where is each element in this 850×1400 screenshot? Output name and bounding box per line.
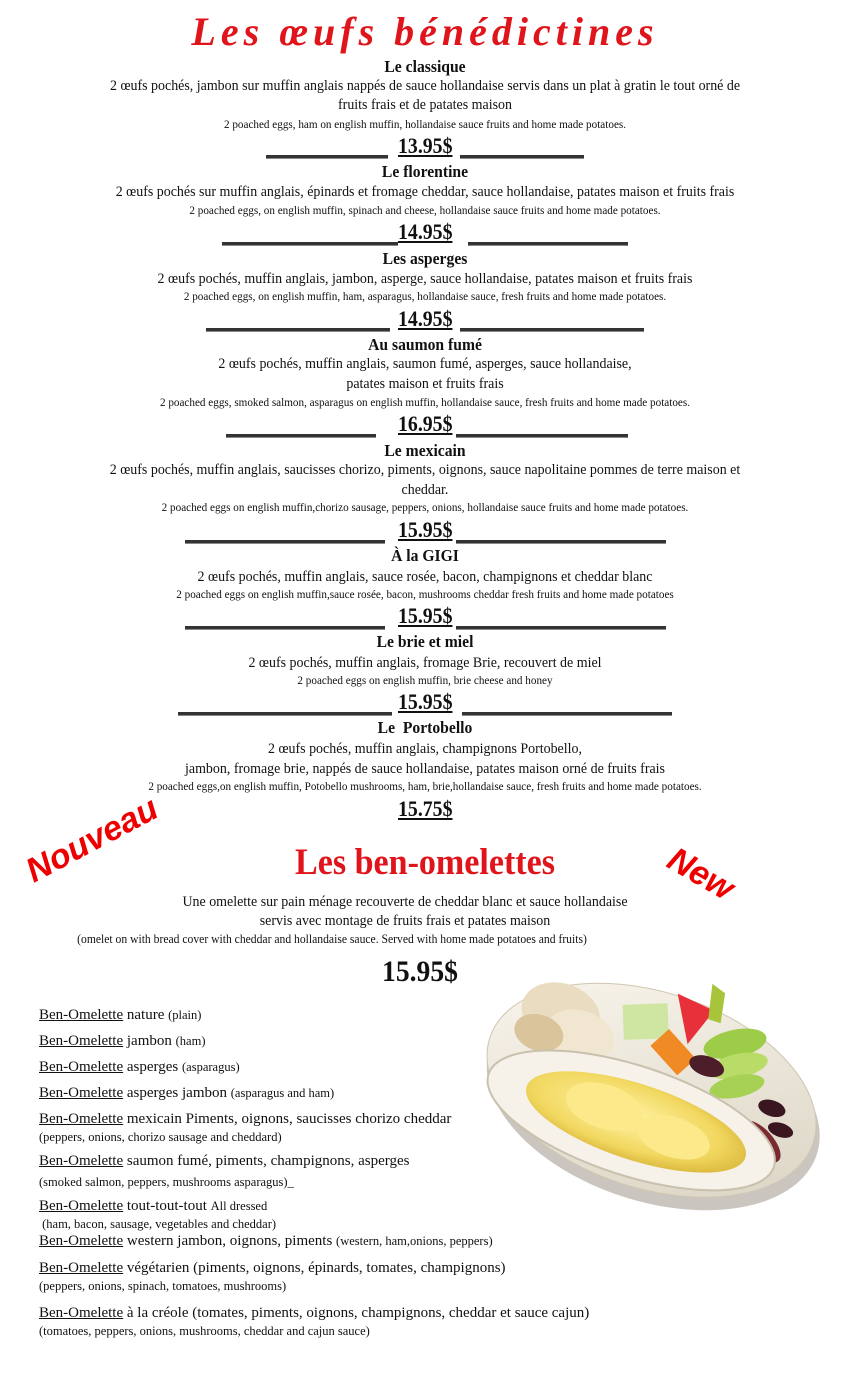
price-row <box>0 411 850 437</box>
item-name-fr: mexicain Piments, oignons, saucisses chorizo cheddar <box>123 1111 452 1127</box>
dish-description-fr: patates maison et fruits frais <box>346 376 504 392</box>
dish-description-fr: fruits frais et de patates maison <box>338 97 512 113</box>
list-item <box>39 1084 679 1103</box>
intro-description-fr: servis avec montage de fruits frais et patates maison <box>259 913 551 929</box>
dish-name: Le florentine <box>381 162 469 181</box>
divider-line <box>185 626 385 630</box>
dish-price: 15.95$ <box>397 603 453 628</box>
divider-line <box>456 434 628 438</box>
price-row <box>0 219 850 245</box>
divider-line <box>456 626 666 630</box>
dish-description-en: 2 poached eggs on english muffin, brie cheese and honey <box>297 673 553 687</box>
item-name-fr: tout-tout-tout <box>123 1198 211 1214</box>
item-name-en: (ham) <box>175 1034 206 1048</box>
list-item <box>39 1197 679 1232</box>
list-item <box>39 1058 679 1077</box>
price-row <box>0 517 850 543</box>
divider-line <box>456 540 666 544</box>
dish-price: 15.75$ <box>397 796 453 821</box>
dish-name: Le mexicain <box>384 441 466 460</box>
new-badge: New <box>661 840 741 908</box>
dish-description-fr: 2 œufs pochés, muffin anglais, saumon fumé, asperges, sauce hollandaise, <box>218 356 632 372</box>
item-name-en: (asparagus and ham) <box>230 1086 335 1100</box>
ben-omelette-link[interactable]: Ben-Omelette <box>39 1198 124 1214</box>
dish-description-fr: cheddar. <box>401 482 449 498</box>
dish-description-en: 2 poached eggs, on english muffin, ham, asparagus, hollandaise sauce, fresh fruits and home made potatoes. <box>183 289 667 303</box>
price-row <box>0 689 850 715</box>
dish-description-en: 2 poached eggs, ham on english muffin, hollandaise sauce fruits and home made potatoes. <box>223 117 627 131</box>
item-name-fr: asperges <box>123 1059 183 1075</box>
divider-line <box>462 712 672 716</box>
dish-price: 15.95$ <box>397 517 453 542</box>
dish-name: Les asperges <box>382 249 468 268</box>
divider-line <box>185 540 385 544</box>
intro-description-fr: Une omelette sur pain ménage recouverte de cheddar blanc et sauce hollandaise <box>182 894 628 910</box>
divider-line <box>460 155 584 159</box>
ben-omelette-link[interactable]: Ben-Omelette <box>39 1059 124 1075</box>
ben-omelette-price: 15.95$ <box>382 955 458 988</box>
list-item <box>39 1006 679 1025</box>
ben-omelette-link[interactable]: Ben-Omelette <box>39 1260 124 1276</box>
dish-price: 16.95$ <box>397 411 453 436</box>
section-title-ben-omelettes: Les ben-omelettes <box>295 842 555 883</box>
dish-price: 15.95$ <box>397 689 453 714</box>
item-name-fr: nature <box>123 1007 169 1023</box>
ben-omelette-link[interactable]: Ben-Omelette <box>39 1007 124 1023</box>
ben-omelette-link[interactable]: Ben-Omelette <box>39 1033 124 1049</box>
ben-omelette-list <box>39 1006 679 1339</box>
item-details-en: (ham, bacon, sausage, vegetables and cheddar) <box>39 1217 277 1231</box>
list-item <box>39 1032 679 1051</box>
dish-description-fr: 2 œufs pochés, jambon sur muffin anglais nappés de sauce hollandaise servis dans un plat à gratin le tout orné de <box>109 78 741 94</box>
ben-omelette-link[interactable]: Ben-Omelette <box>39 1085 124 1101</box>
section-title-benedictines: Les œufs bénédictines <box>191 9 659 54</box>
intro-description-en: (omelet on with bread cover with cheddar and hollandaise sauce. Served with home made potatoes and fruits) <box>77 932 587 946</box>
dish-description-fr: 2 œufs pochés sur muffin anglais, épinards et fromage cheddar, sauce hollandaise, patates maison et fruits frais <box>115 184 735 200</box>
item-name-fr: western jambon, oignons, piments <box>123 1233 337 1249</box>
item-name-en: (western, ham,onions, peppers) <box>336 1234 493 1248</box>
item-name-en: (asparagus) <box>182 1060 240 1074</box>
list-item <box>39 1110 679 1145</box>
ben-omelette-link[interactable]: Ben-Omelette <box>39 1153 124 1169</box>
dish-description-en: 2 poached eggs, on english muffin, spinach and cheese, hollandaise sauce fruits and home made potatoes. <box>189 203 661 217</box>
dish-description-fr: jambon, fromage brie, nappés de sauce hollandaise, patates maison orné de fruits frais <box>185 761 665 777</box>
dish-description-fr: 2 œufs pochés, muffin anglais, jambon, asperge, sauce hollandaise, patates maison et fruits frais <box>157 271 693 287</box>
dish-price: 14.95$ <box>397 219 453 244</box>
price-row <box>0 603 850 629</box>
item-name-fr: végétarien (piments, oignons, épinards, tomates, champignons) <box>123 1260 506 1276</box>
price-row <box>0 306 850 332</box>
dish-name: Le Portobello <box>377 718 473 737</box>
dish-description-fr: 2 œufs pochés, muffin anglais, sauce rosée, bacon, champignons et cheddar blanc <box>197 569 653 585</box>
divider-line <box>206 328 390 332</box>
item-name-fr: saumon fumé, piments, champignons, asperges <box>123 1153 410 1169</box>
price-row <box>0 133 850 159</box>
item-name-en: (plain) <box>168 1008 202 1022</box>
dish-name: Le classique <box>384 57 466 76</box>
dish-description-fr: 2 œufs pochés, muffin anglais, saucisses chorizo, piments, oignons, sauce napolitaine pommes de terre maison et <box>109 462 741 478</box>
item-name-fr: jambon <box>123 1033 176 1049</box>
dish-description-en: 2 poached eggs on english muffin,chorizo sausage, peppers, onions, hollandaise sauce fruits and home made potatoes. <box>161 500 689 514</box>
dish-price: 14.95$ <box>397 306 453 331</box>
dish-description-en: 2 poached eggs, smoked salmon, asparagus on english muffin, hollandaise sauce, fresh fruits and home made potatoes. <box>159 395 691 409</box>
dish-price: 13.95$ <box>397 133 453 158</box>
item-name-en: (tomatoes, peppers, onions, mushrooms, cheddar and cajun sauce) <box>39 1324 370 1338</box>
nouveau-badge: Nouveau <box>19 789 165 891</box>
item-name-en: (peppers, onions, chorizo sausage and cheddard) <box>39 1130 282 1144</box>
list-item <box>39 1232 679 1251</box>
item-name-fr: asperges jambon <box>123 1085 231 1101</box>
divider-line <box>178 712 392 716</box>
divider-line <box>468 242 628 246</box>
list-item <box>39 1259 679 1294</box>
divider-line <box>226 434 376 438</box>
dish-description-fr: 2 œufs pochés, muffin anglais, champignons Portobello, <box>268 741 582 757</box>
divider-line <box>266 155 388 159</box>
dish-name: Au saumon fumé <box>368 335 482 354</box>
dish-name: À la GIGI <box>391 546 459 565</box>
dish-description-en: 2 poached eggs,on english muffin, Potobello mushrooms, ham, brie,hollandaise sauce, fresh fruits and home made potatoes. <box>148 779 702 793</box>
ben-omelette-link[interactable]: Ben-Omelette <box>39 1233 124 1249</box>
item-name-en: (smoked salmon, peppers, mushrooms asparagus)_ <box>39 1175 294 1189</box>
dish-name: Le brie et miel <box>376 632 474 651</box>
list-item <box>39 1304 679 1339</box>
item-name-en: All dressed <box>210 1199 268 1213</box>
item-name-en: (peppers, onions, spinach, tomatoes, mushrooms) <box>39 1279 287 1293</box>
dish-description-en: 2 poached eggs on english muffin,sauce rosée, bacon, mushrooms cheddar fresh fruits and home made potatoes <box>176 587 674 601</box>
ben-omelette-link[interactable]: Ben-Omelette <box>39 1305 124 1321</box>
ben-omelette-link[interactable]: Ben-Omelette <box>39 1111 124 1127</box>
divider-line <box>460 328 644 332</box>
divider-line <box>222 242 398 246</box>
item-name-fr: à la créole (tomates, piments, oignons, champignons, cheddar et sauce cajun) <box>123 1305 590 1321</box>
list-item <box>39 1152 679 1190</box>
dish-description-fr: 2 œufs pochés, muffin anglais, fromage Brie, recouvert de miel <box>248 655 602 671</box>
